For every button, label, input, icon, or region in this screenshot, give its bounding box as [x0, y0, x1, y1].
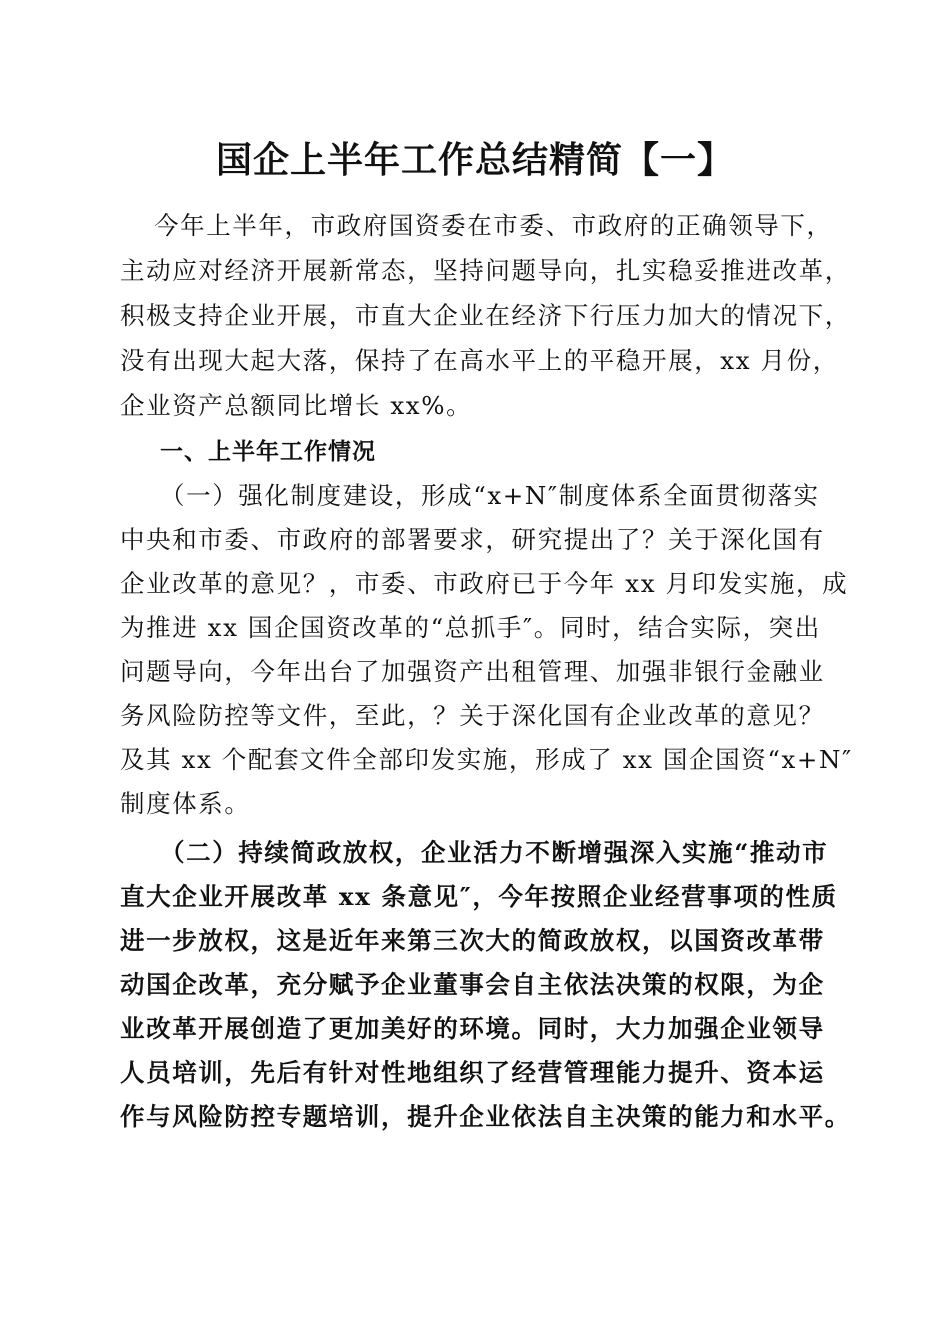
- sub1-line-6: 务风险防控等文件，至此，？关于深化国有企业改革的意见？: [120, 701, 825, 730]
- sub2-line-4: 动国企改革，充分赋予企业董事会自主依法决策的权限，为企: [120, 970, 825, 999]
- intro-line-3: 积极支持企业开展，市直大企业在经济下行压力加大的情况下，: [120, 301, 851, 330]
- intro-line-5: 企业资产总额同比增长 xx%。: [120, 391, 473, 420]
- sub2-line-1: （二）持续简政放权，企业活力不断增强深入实施“推动市: [160, 838, 829, 867]
- sub1-line-3: 企业改革的意见？，市委、市政府已于今年 xx 月印发实施，成: [120, 569, 849, 598]
- sub1-line-2: 中央和市委、市政府的部署要求，研究提出了？关于深化国有: [120, 525, 825, 554]
- sub1-line-1: （一）强化制度建设，形成“x+N″制度体系全面贯彻落实: [160, 481, 820, 510]
- sub1-line-4: 为推进 xx 国企国资改革的“总抓手″。同时，结合实际，突出: [120, 613, 821, 642]
- sub1-line-5: 问题导向，今年出台了加强资产出租管理、加强非银行金融业: [120, 657, 825, 686]
- section-heading: 一、上半年工作情况: [160, 439, 376, 465]
- document-title: 国企上半年工作总结精简【一】: [215, 139, 734, 181]
- sub2-line-6: 人员培训，先后有针对性地组织了经营管理能力提升、资本运: [120, 1058, 825, 1087]
- sub2-line-3: 进一步放权，这是近年来第三次大的简政放权，以国资改革带: [120, 926, 825, 955]
- intro-line-1: 今年上半年，市政府国资委在市委、市政府的正确领导下，: [154, 211, 833, 240]
- sub2-line-2: 直大企业开展改革 xx 条意见″，今年按照企业经营事项的性质: [120, 882, 838, 911]
- sub2-line-7: 作与风险防控专题培训，提升企业依法自主决策的能力和水平。: [120, 1102, 851, 1131]
- sub1-line-7: 及其 xx 个配套文件全部印发实施，形成了 xx 国企国资“x+N″: [120, 745, 853, 774]
- intro-line-2: 主动应对经济开展新常态，坚持问题导向，扎实稳妥推进改革，: [120, 256, 851, 285]
- intro-line-4: 没有出现大起大落，保持了在高水平上的平稳开展，xx 月份，: [120, 346, 839, 375]
- sub1-line-8: 制度体系。: [120, 789, 251, 818]
- sub2-line-5: 业改革开展创造了更加美好的环境。同时，大力加强企业领导: [120, 1014, 825, 1043]
